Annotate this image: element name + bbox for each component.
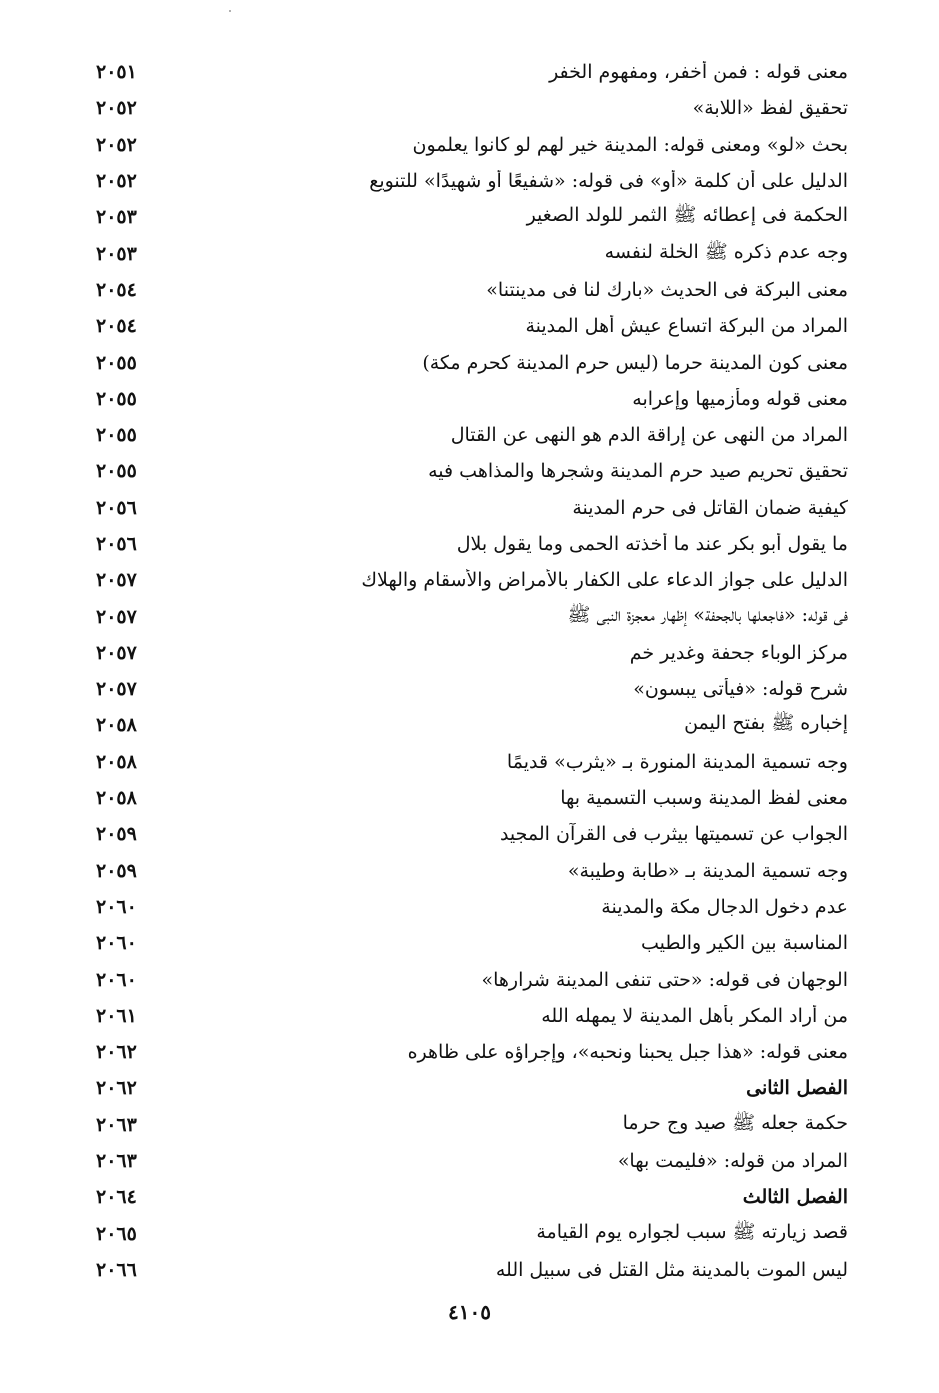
toc-entry [96,453,848,489]
entry-title: المناسبة بين الكير والطيب [640,932,848,955]
entry-title: الدليل على أن كلمة «أو» فى قوله: «شفيعًا أو شهيدًا» للتنويع [369,170,848,193]
section-heading: الفصل الثانى [746,1077,848,1100]
toc-entry [96,1252,848,1288]
toc-entry [96,490,848,526]
toc-entry [96,889,848,925]
entry-page-number: ٢٠٦٣ [96,1113,137,1136]
toc-entry [96,235,848,271]
entry-page-number: ٢٠٦١ [96,1004,137,1027]
toc-entry [96,1034,848,1070]
toc-entry [96,1143,848,1179]
toc-entry [96,780,848,816]
entry-title: ما يقول أبو بكر عند ما أخذته الحمى وما يقول بلال [456,533,848,555]
entry-page-number: ٢٠٦٦ [96,1258,137,1281]
toc-entry [96,381,848,417]
toc-entry [96,272,848,308]
entry-title: معنى البركة فى الحديث «بارك لنا فى مدينتنا» [486,278,848,301]
entry-page-number: ٢٠٥٧ [96,605,137,628]
entry-page-number: ٢٠٥٧ [96,678,137,701]
entry-page-number: ٢٠٥٧ [96,569,137,592]
toc-entry [96,1070,848,1106]
entry-title: الوجهان فى قوله: «حتى تنفى المدينة شرارها» [481,968,848,991]
toc-entry [96,816,848,852]
toc-entry [96,1179,848,1215]
toc-entry [96,998,848,1034]
entry-title: من أراد المكر بأهل المدينة لا يمهله الله [541,1004,848,1027]
entry-page-number: ٢٠٥٦ [96,496,137,519]
entry-page-number: ٢٠٥٢ [96,133,137,156]
toc-entry [96,199,848,235]
entry-title: قصد زيارته ﷺ سبب لجواره يوم القيامة [536,1220,848,1243]
entry-title: عدم دخول الدجال مكة والمدينة [601,895,848,918]
entry-page-number: ٢٠٥٨ [96,750,137,773]
entry-page-number: ٢٠٥٩ [96,859,137,882]
toc-entry [96,90,848,126]
entry-title: الدليل على جواز الدعاء على الكفار بالأمراض والأسقام والهلاك [361,569,848,592]
toc-entry [96,1216,848,1252]
scan-speck [229,10,231,12]
toc-entry [96,598,848,634]
entry-title: وجه تسمية المدينة بـ «طابة وطيبة» [567,859,848,882]
entry-page-number: ٢٠٦٠ [96,895,137,918]
entry-title: المراد من قوله: «فليمت بها» [617,1150,848,1173]
toc-entry [96,744,848,780]
toc-entry [96,961,848,997]
toc-entry [96,308,848,344]
entry-title: الجواب عن تسميتها بيثرب فى القرآن المجيد [499,823,848,846]
entry-title: مركز الوباء جحفة وغدير خم [629,641,848,664]
section-heading: الفصل الثالث [742,1186,848,1209]
entry-page-number: ٢٠٥٢ [96,170,137,193]
toc-entry [96,853,848,889]
toc-entry [96,417,848,453]
entry-page-number: ٢٠٦٥ [96,1222,137,1245]
entry-page-number: ٢٠٦٢ [96,1077,137,1100]
entry-page-number: ٢٠٥٥ [96,387,137,410]
toc-entry [96,707,848,743]
entry-title: المراد من البركة اتساع عيش أهل المدينة [525,315,848,338]
entry-page-number: ٢٠٥٨ [96,787,137,810]
entry-title: حكمة جعله ﷺ صيد وج حرما [622,1111,848,1134]
entry-page-number: ٢٠٥٩ [96,823,137,846]
entry-page-number: ٢٠٥٢ [96,97,137,120]
entry-page-number: ٢٠٥٤ [96,315,137,338]
entry-title: المراد من النهى عن إراقة الدم هو النهى عن القتال [450,424,848,447]
entry-page-number: ٢٠٦٠ [96,968,137,991]
entry-title: معنى قوله : فمن أخفر، ومفهوم الخفر [549,61,848,84]
entry-title: تحقيق تحريم صيد حرم المدينة وشجرها والمذاهب فيه [428,460,848,483]
toc-entry [96,344,848,380]
entry-page-number: ٢٠٥٥ [96,460,137,483]
entry-page-number: ٢٠٥١ [96,61,137,84]
entry-page-number: ٢٠٥٥ [96,351,137,374]
entry-page-number: ٢٠٥٣ [96,206,137,229]
entry-title: فى قوله: «فاجعلها بالجحفة» إظهار معجزة النبى ﷺ [567,603,848,626]
entry-title: ليس الموت بالمدينة مثل القتل فى سبيل الله [495,1258,848,1281]
entry-page-number: ٢٠٥٨ [96,714,137,737]
entry-page-number: ٢٠٥٣ [96,242,137,265]
entry-page-number: ٢٠٥٤ [96,278,137,301]
entry-title: معنى كون المدينة حرما (ليس حرم المدينة كحرم مكة) [422,351,848,374]
entry-title: كيفية ضمان القاتل فى حرم المدينة [572,496,848,519]
toc-entry [96,163,848,199]
entry-title: معنى لفظ المدينة وسبب التسمية بها [560,787,848,810]
entry-page-number: ٢٠٥٥ [96,424,137,447]
entry-page-number: ٢٠٦٣ [96,1150,137,1173]
toc-entry [96,526,848,562]
page-number: ٤١٠٥ [448,1300,491,1324]
entry-title: بحث «لو» ومعنى قوله: المدينة خير لهم لو كانوا يعلمون [412,133,848,156]
entry-title: الحكمة فى إعطائه ﷺ الثمر للولد الصغير [526,204,848,227]
entry-title: تحقيق لفظ «اللابة» [692,97,848,120]
toc-entry [96,671,848,707]
entry-page-number: ٢٠٦٤ [96,1186,137,1209]
toc-entry [96,562,848,598]
entry-title: معنى قوله ومأزميها وإعرابه [632,387,848,410]
entry-page-number: ٢٠٥٧ [96,641,137,664]
toc-entry [96,925,848,961]
entry-page-number: ٢٠٦٠ [96,932,137,955]
entry-title: وجه تسمية المدينة المنورة بـ «يثرب» قديمًا [506,750,848,773]
entry-title: وجه عدم ذكره ﷺ الخلة لنفسه [604,240,848,263]
toc-entry [96,54,848,90]
entry-page-number: ٢٠٦٢ [96,1041,137,1064]
toc-entry [96,127,848,163]
entry-title: شرح قوله: «فيأتى يبسون» [633,678,848,701]
entry-page-number: ٢٠٥٦ [96,533,137,555]
entry-title: إخباره ﷺ بفتح اليمن [684,712,848,735]
toc-entry [96,1107,848,1143]
table-of-contents [96,54,848,1288]
entry-title: معنى قوله: «هذا جبل يحبنا ونحبه»، وإجراؤه على ظاهره [407,1041,848,1064]
toc-entry [96,635,848,671]
